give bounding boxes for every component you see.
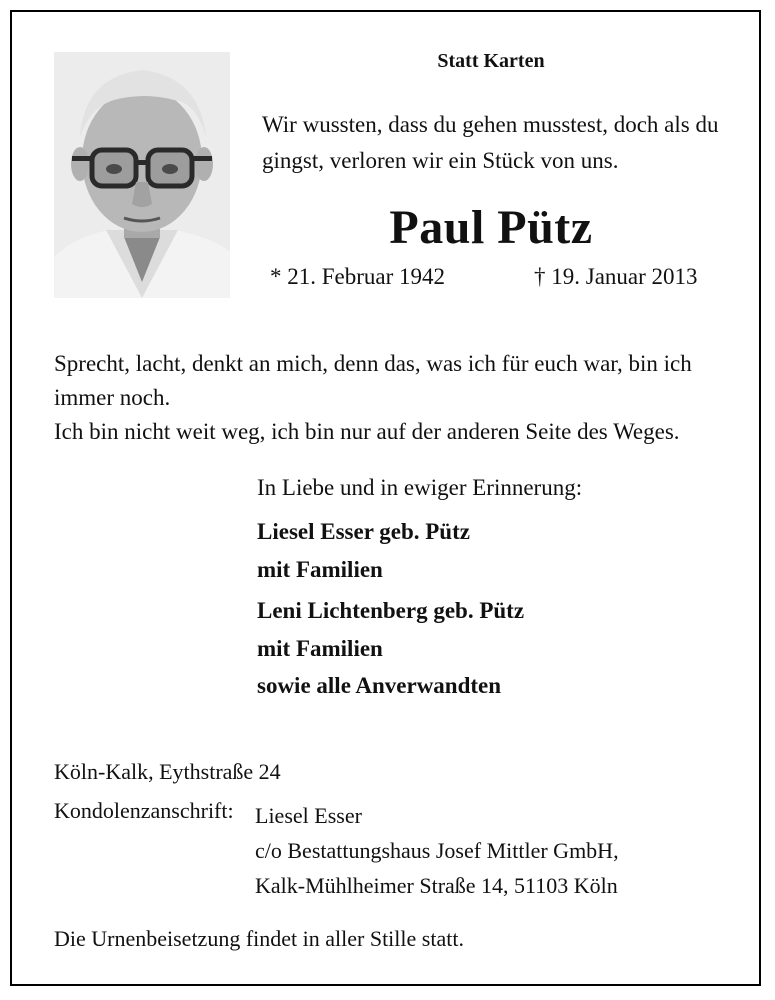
condolence-address [255, 798, 619, 903]
residence-address: Köln-Kalk, Eythstraße 24 [54, 759, 281, 784]
portrait-photo [54, 52, 230, 298]
relatives-text: sowie alle Anverwandten [257, 673, 502, 698]
condolence-label: Kondolenzanschrift: [54, 798, 234, 823]
condolence-line: c/o Bestattungshaus Josef Mittler GmbH, [255, 838, 619, 863]
condolence-line: Liesel Esser [255, 803, 362, 828]
mourner-name: Liesel Esser geb. Pütz [257, 519, 470, 544]
quote-line: Sprecht, lacht, denkt an mich, denn das, was ich für euch war, bin ich immer noch. [54, 351, 692, 410]
quote-line: Ich bin nicht weit weg, ich bin nur auf der anderen Seite des Weges. [54, 419, 680, 444]
condolence-line: Kalk-Mühlheimer Straße 14, 51103 Köln [255, 873, 618, 898]
mourners-intro: In Liebe und in ewiger Erinnerung: [257, 475, 583, 500]
birth-date: * 21. Februar 1942 [270, 264, 446, 289]
mourner-family: mit Familien [257, 636, 383, 661]
deceased-name: Paul Pütz [389, 201, 593, 254]
poem-text: Wir wussten, dass du gehen musstest, doch als du gingst, verloren wir ein Stück von uns. [262, 112, 719, 173]
mourner-name: Leni Lichtenberg geb. Pütz [257, 598, 525, 623]
quote-block [54, 347, 734, 449]
mourner-entry [257, 513, 470, 589]
mourner-entry [257, 592, 524, 668]
death-date: † 19. Januar 2013 [534, 264, 698, 289]
footer-note: Die Urnenbeisetzung findet in aller Stille statt. [54, 926, 464, 951]
header-text: Statt Karten [437, 50, 545, 72]
mourner-family: mit Familien [257, 557, 383, 582]
